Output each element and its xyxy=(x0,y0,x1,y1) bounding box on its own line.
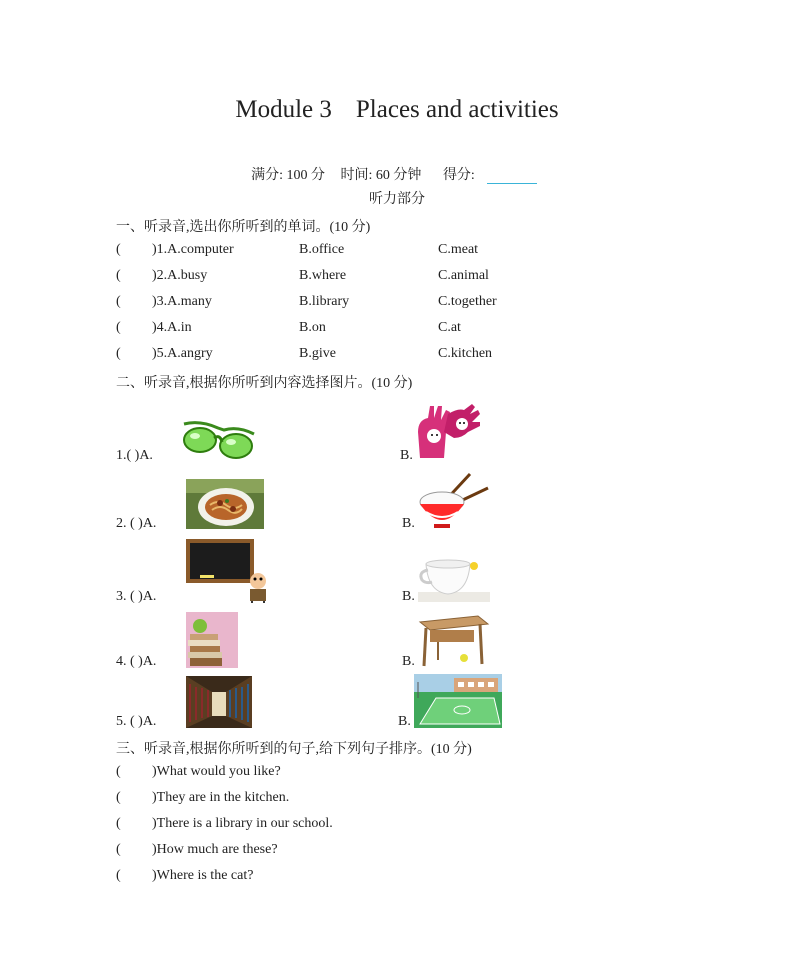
cup-icon xyxy=(418,556,490,602)
section1-heading: 一、听录音,选出你所听到的单词。(10 分) xyxy=(116,220,371,235)
desk-icon xyxy=(418,614,490,668)
answer-blank[interactable]: ( xyxy=(116,268,121,283)
score-label: 得分: xyxy=(437,168,543,183)
s2-b-label-1: B. xyxy=(400,448,413,463)
title-topic: Places and activities xyxy=(355,96,559,123)
s2-label-2: 2. ( )A. xyxy=(116,516,157,531)
answer-blank[interactable]: ( xyxy=(116,242,121,257)
answer-blank[interactable]: ( xyxy=(116,790,121,805)
answer-blank[interactable]: ( xyxy=(116,764,121,779)
answer-blank[interactable]: ( xyxy=(116,346,121,361)
s2-label-3: 3. ( )A. xyxy=(116,589,157,604)
page-title xyxy=(0,96,794,124)
s2-label-5: 5. ( )A. xyxy=(116,714,157,729)
library-shelves-icon xyxy=(186,676,252,728)
books-apple-icon xyxy=(186,612,238,668)
section2-heading: 二、听录音,根据你所听到内容选择图片。(10 分) xyxy=(116,376,413,391)
score-blank[interactable] xyxy=(487,169,537,184)
s2-b-label-5: B. xyxy=(398,714,411,729)
noodles-icon xyxy=(186,479,264,529)
s2-b-label-4: B. xyxy=(402,654,415,669)
blackboard-icon xyxy=(186,539,270,603)
answer-blank[interactable]: ( xyxy=(116,868,121,883)
sunglasses-icon xyxy=(180,418,258,462)
s2-label-4: 4. ( )A. xyxy=(116,654,157,669)
title-module: Module 3 xyxy=(235,96,332,123)
full-score: 满分: 100 分 xyxy=(251,168,326,183)
rice-bowl-icon xyxy=(416,472,490,530)
listening-part-title: 听力部分 xyxy=(369,192,425,207)
s2-label-1: 1.( )A. xyxy=(116,448,153,463)
answer-blank[interactable]: ( xyxy=(116,320,121,335)
answer-blank[interactable]: ( xyxy=(116,816,121,831)
playground-icon xyxy=(414,674,502,728)
section3-heading: 三、听录音,根据你所听到的句子,给下列句子排序。(10 分) xyxy=(116,742,472,757)
answer-blank[interactable]: ( xyxy=(116,294,121,309)
s2-b-label-2: B. xyxy=(402,516,415,531)
answer-blank[interactable]: ( xyxy=(116,842,121,857)
exam-meta xyxy=(0,164,794,184)
gloves-icon xyxy=(414,402,482,460)
time-limit: 时间: 60 分钟 xyxy=(340,168,422,183)
s2-b-label-3: B. xyxy=(402,589,415,604)
